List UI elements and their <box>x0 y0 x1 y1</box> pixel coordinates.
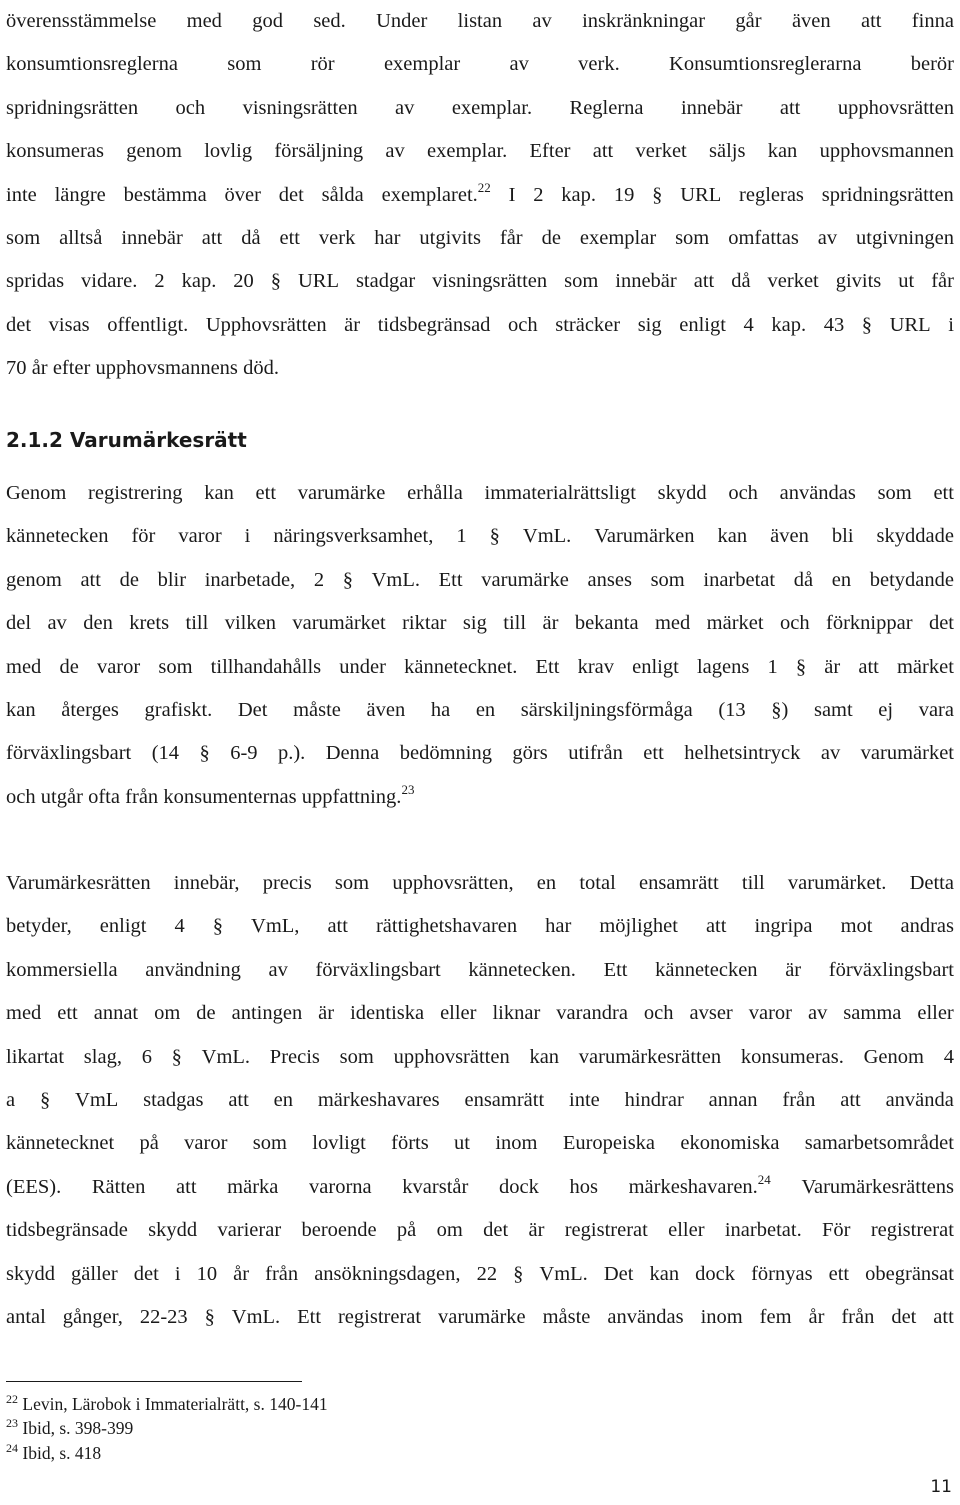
footnote-ref: 24 <box>757 1171 771 1187</box>
text-line: kan återges grafiskt. Det måste även ha en särskiljningsförmåga (13 §) samt ej vara <box>6 698 954 721</box>
paragraph-varumarkesratt-intro <box>6 472 954 819</box>
text-line: tidsbegränsade skydd varierar beroende på om det är registrerat eller inarbetat. För registrerat <box>6 1219 954 1242</box>
footnote-number: 22 <box>6 1392 18 1406</box>
text-line: förväxlingsbart (14 § 6-9 p.). Denna bedömning görs utifrån ett helhetsintryck av varumärket <box>6 742 954 765</box>
text-line: Genom registrering kan ett varumärke erhålla immaterialrättsligt skydd och användas som ett <box>6 482 954 504</box>
text-line: Varumärkesrätten innebär, precis som upphovsrätten, en total ensamrätt till varumärket. Detta <box>6 872 954 894</box>
text-line: antal gånger, 22-23 § VmL. Ett registrerat varumärke måste användas inom fem år från det att <box>6 1305 954 1328</box>
footnote-23 <box>6 1418 133 1439</box>
text-line: (EES). Rätten att märka varorna kvarstår dock hos märkeshavaren.$^{24}$ Varumärkesrättens <box>6 1171 954 1198</box>
text-line: kännetecken för varor i näringsverksamhet, 1 § VmL. Varumärken kan även bli skyddade <box>6 525 954 548</box>
text-line: med de varor som tillhandahålls under kännetecknet. Ett krav enligt lagens 1 § är att märket <box>6 655 954 678</box>
text-line: och utgår ofta från konsumenternas uppfattning.$^{23}$ <box>6 781 415 808</box>
text-line: a § VmL stadgas att en märkeshavares ensamrätt inte hindrar annan från att använda <box>6 1088 954 1111</box>
text-line: kommersiella användning av förväxlingsbart kännetecken. Ett kännetecken är förväxlingsbart <box>6 958 954 981</box>
text-line: genom att de blir inarbetade, 2 § VmL. Ett varumärke anses som inarbetat då en betydande <box>6 568 954 591</box>
text-line: överensstämmelse med god sed. Under listan av inskränkningar går även att finna <box>6 10 954 32</box>
footnote-22 <box>6 1394 328 1415</box>
text-line: konsumtionsreglerna som rör exemplar av verk. Konsumtionsreglerarna berör <box>6 53 954 76</box>
text-line: spridningsrätten och visningsrätten av exemplar. Reglerna innebär att upphovsrätten <box>6 96 954 119</box>
section-heading: 2.1.2 Varumärkesrätt <box>6 428 247 452</box>
footnote-text: Ibid, s. 398-399 <box>22 1418 134 1438</box>
footnote-24 <box>6 1443 101 1464</box>
text-line: som alltså innebär att då ett verk har utgivits får de exemplar som omfattas av utgivningen <box>6 226 954 249</box>
paragraph-upphovsratt <box>6 0 954 391</box>
text-line: inte längre bestämma över det sålda exemplaret.$^{22}$ I 2 kap. 19 § URL regleras spridningsrätten <box>6 179 954 206</box>
footnote-separator <box>6 1381 302 1382</box>
text-line: skydd gäller det i 10 år från ansökningsdagen, 22 § VmL. Det kan dock förnyas ett obegränsat <box>6 1262 954 1285</box>
text-line: det visas offentligt. Upphovsrätten är tidsbegränsad och sträcker sig enligt 4 kap. 43 § URL i <box>6 313 954 336</box>
text-line: kännetecknet på varor som lovligt förts ut inom Europeiska ekonomiska samarbetsområdet <box>6 1132 954 1155</box>
footnote-ref: 23 <box>401 781 415 797</box>
page-number: 11 <box>930 1477 952 1497</box>
text-line: spridas vidare. 2 kap. 20 § URL stadgar visningsrätten som innebär att då verket givits ut får <box>6 270 954 293</box>
text-line: med ett annat om de antingen är identiska eller liknar varandra och avser varor av samma eller <box>6 1002 954 1025</box>
footnote-ref: 22 <box>477 179 491 195</box>
footnote-text: Levin, Lärobok i Immaterialrätt, s. 140-141 <box>22 1394 328 1414</box>
text-line: del av den krets till vilken varumärket riktar sig till är bekanta med märket och förknippar det <box>6 612 954 635</box>
text-line: 70 år efter upphovsmannens död. <box>6 357 279 380</box>
footnote-text: Ibid, s. 418 <box>22 1443 102 1463</box>
text-line: likartat slag, 6 § VmL. Precis som upphovsrätten kan varumärkesrätten konsumeras. Genom 4 <box>6 1045 954 1068</box>
footnote-number: 23 <box>6 1416 18 1430</box>
footnote-number: 24 <box>6 1441 18 1455</box>
text-line: betyder, enligt 4 § VmL, att rättighetshavaren har möjlighet att ingripa mot andras <box>6 915 954 938</box>
paragraph-varumarkesratt-scope <box>6 862 954 1339</box>
text-line: konsumeras genom lovlig försäljning av exemplar. Efter att verket säljs kan upphovsmannen <box>6 140 954 163</box>
